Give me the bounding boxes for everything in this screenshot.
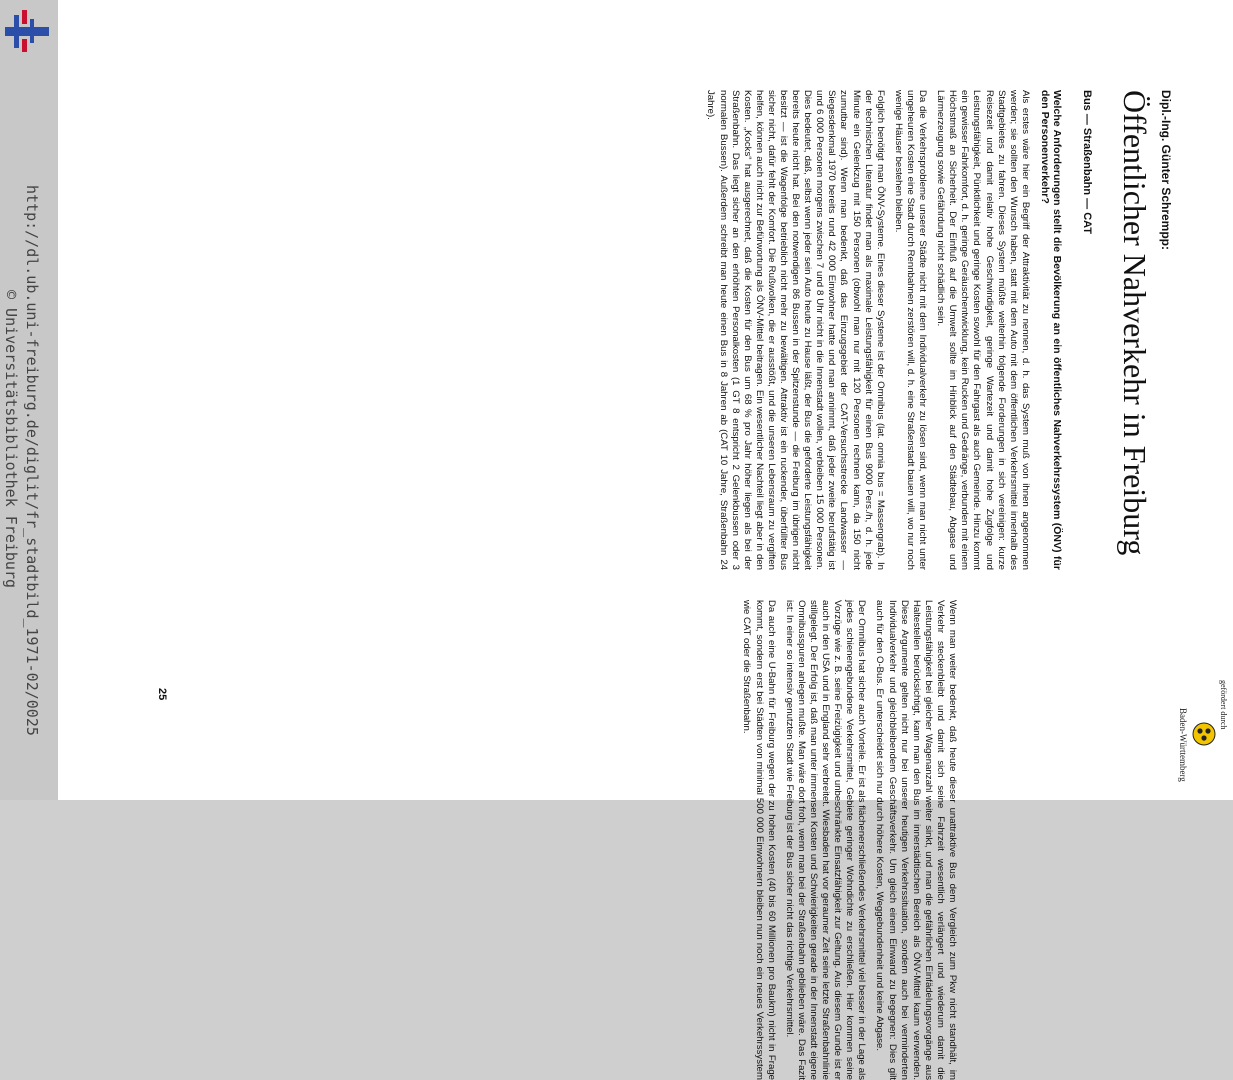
paragraph: Der Omnibus hat sicher auch Vorteile. Er ist als flächenerschließendes Verkehrsmittel viel besser in der Lage als jedes schienengebundene Verkehrsmittel, Gebiete geringer Wohndichte zu erschließen. Hier kommen seine Vorzüge wie z. B. seine Freizügigkeit und unbeschränkte Einsatzfähigkeit zur Geltung. Aus diesem Grunde ist er auch in den USA und in England sehr verbreitet. Wiesbaden hat vor geraumer Zeit seine letzte Straßenbahnlinie stillgelegt. Der Erfolg ist, daß man unter immensen Kosten und Schwierigkeiten gerade in der Innenstadt eigene Omnibusspuren anlegen mußte. Man wäre dort froh, wenn man bei der Straßenbahn geblieben wäre. Das Fazit ist: In einer so intensiv genutzten Stadt wie Freiburg ist der Bus sicher nicht das richtige Verkehrsmittel. <box>783 600 868 1080</box>
text-column-right <box>734 600 958 1080</box>
funder-badge <box>1176 680 1230 798</box>
library-logo-icon <box>5 10 49 52</box>
text-column-left <box>698 90 1063 570</box>
scanned-page <box>58 0 1233 1080</box>
paragraph: Da die Verkehrsprobleme unserer Städte nicht mit dem Individualverkehr zu lösen sind, wenn man nicht unter ungeheuren Kosten eine Stadt durch Rennbahnen zerstören will, d. h. eine Straßenstadt bauen will, wo nur noch wenige Häuser bestehen bleiben. <box>892 90 929 570</box>
baden-wuerttemberg-lions-icon <box>1192 722 1216 746</box>
copyright-notice: © Universitätsbibliothek Freiburg <box>2 290 20 589</box>
viewer-sidebar <box>0 0 58 800</box>
paragraph: Als erstes wäre hier ein Begriff der Attraktivität zu nennen, d. h. das System muß von ihnen angenommen werden; sie sollten den Wunsch haben, statt mit dem Auto mit dem öffentlichen Verkehrsmittel innerhalb des Stadtgebietes zu fahren. Dieses System müßte weiterhin folgende Forderungen in sich vereinigen: kurze Reisezeit und damit relativ hohe Geschwindigkeit, geringe Wartezeit und damit hohe Zugfolge und Leistungsfähigkeit, Pünktlichkeit und geringe Kosten sowohl für den Fahrgast als auch Gemeinde. Hinzu kommt ein gewisser Fahrkomfort, d. h. geringe Geräuschentwicklung, kein Rucken und Gedränge, verbunden mit einem Höchstmaß an Sicherheit. Der Einfluß auf die Umwelt sollte im Hinblick auf den Städtebau, Abgase und Lärmerzeugung sowie Gefährdung nicht schädlich sein. <box>935 90 1031 570</box>
funder-name: Baden-Württemberg <box>1178 708 1188 782</box>
article-title: Öffentlicher Nahverkehr in Freiburg <box>1117 90 1153 556</box>
paragraph: Da auch eine U-Bahn für Freiburg wegen der zu hohen Kosten (40 bis 60 Millionen pro Baukm) nicht in Frage kommt, sondern erst bei Städten von minimal 500 000 Einwohnern bleiben nun noch ein neues Verkehrssystem wie CAT oder die Straßenbahn. <box>741 600 777 1080</box>
paragraph: Folglich benötigt man ÖNV-Systeme. Eines dieser Systeme ist der Omnibus (lat. omnia bus = Massengrab). In der technischen Literatur findet man als maximale Leistungsfähigkeit für einen Bus 9000 Pers./h, d. h. jede Minute ein Gelenkzug mit 150 Personen (obwohl man nur mit 120 Personen rechnen kann, da 150 nicht zumutbar sind). Wenn man bedenkt, daß das Einzugsgebiet der CAT-Versuchsstrecke Landwasser — Siegesdenkmal 1970 bereits rund 42 000 Einwohner hatte und man annimmt, daß jeder zweite berufstätig ist und 6 000 Personen morgens zwischen 7 und 8 Uhr nicht in die Innenstadt wollen, verbleiben 15 000 Personen. Dies bedeutet, daß, selbst wenn jeder sein Auto heute zu Hause läßt, der Bus die geforderte Leistungsfähigkeit bereits heute nicht hat. Bei den notwendigen 86 Bussen in der Spitzenstunde — die Freiburg im übrigen nicht besitzt — ist die Wagenfolge betrieblich nicht mehr zu bewältigen. Attraktiv ist ein ruckender, überfüllter Bus sicher nicht, dafür fehlt der Komfort. Die Rußwolken, die er ausstößt, und die unseren Lebensraum zu vergiften helfen, können auch nicht zur Befürwortung als ÖNV-Mittel beitragen. Ein wesentlicher Nachteil liegt aber in den Kosten. „Kocks“ hat ausgerechnet, daß die Kosten für den Bus um 68 % pro Jahr höher liegen als bei der Straßenbahn. Das liegt sicher an den erhöhten Personalkosten (1 GT 8 entspricht 2 Gelenkbussen oder 3 normalen Bussen). Außerdem schreibt man heute einen Bus in 8 Jahren ab (CAT 10 Jahre, Straßenbahn 24 Jahre). <box>705 90 886 570</box>
author: Dipl.-Ing. Günter Schrempp: <box>1159 90 1173 251</box>
lead-question: Welche Anforderungen stellt die Bevölkerung an ein öffentliches Nahverkehrssystem (ÖNV) für den Personenverkehr? <box>1038 90 1063 570</box>
page-content <box>133 90 1173 1080</box>
document-url[interactable]: http://dl.ub.uni-freiburg.de/diglit/fr_stadtbild_1971-02/0025 <box>23 185 41 736</box>
article-subtitle: Bus — Straßenbahn — CAT <box>1081 90 1093 235</box>
funder-label: gefördert durch <box>1219 680 1228 730</box>
page-number: 25 <box>156 688 168 701</box>
paragraph: Wenn man weiter bedenkt, daß heute dieser unattraktive Bus dem Vergleich zum Pkw nicht standhält, im Verkehr steckenbleibt und damit sich seine Fahrzeit wesentlich verlängert und wiederum damit die Leistungsfähigkeit bei gleicher Wagenanzahl weiter sinkt, und man die gefährlichen Einfädelungsvorgänge aus Haltestellen berücksichtigt, kann man den Bus im innerstädtischen Bereich als ÖNV-Mittel kaum verwenden. Diese Argumente gelten nicht nur bei unserer heutigen Verkehrssituation, sondern auch bei verminderten Individualverkehr und gleichbleibendem Geschäftsverkehr. Um gleich einem Einwand zu begegnen: Dies gilt auch für den O-Bus. Er unterscheidet sich nur durch höhere Kosten, Weggebundenheit und keine Abgase. <box>874 600 958 1080</box>
